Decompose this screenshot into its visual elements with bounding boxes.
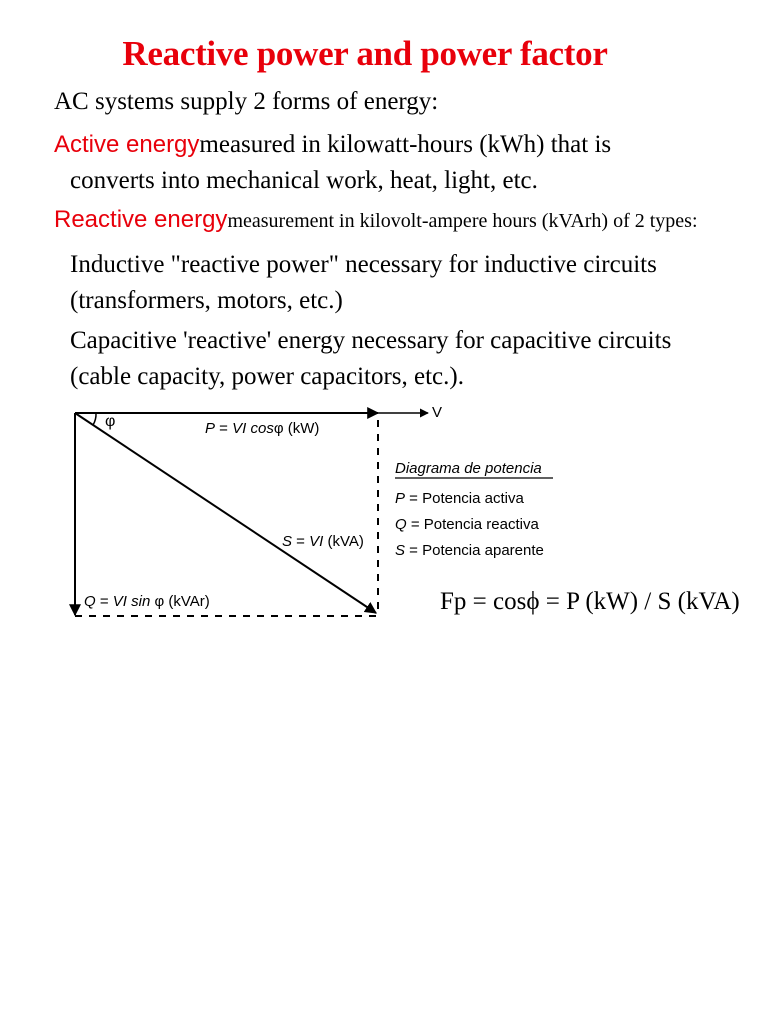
phi-angle-arc xyxy=(93,413,96,425)
active-energy-continuation: converts into mechanical work, heat, light, etc. xyxy=(70,167,538,194)
v-axis-label: V xyxy=(432,404,443,421)
reactive-energy-text: measurement in kilovolt-ampere hours (kVArh) of 2 types: xyxy=(227,210,698,232)
legend-item-q: Q = Potencia reactiva xyxy=(395,516,539,533)
active-energy-line xyxy=(54,131,611,159)
legend-item-p: P = Potencia activa xyxy=(395,490,524,507)
phi-label: φ xyxy=(105,413,116,430)
capacitive-type-line-1: Capacitive 'reactive' energy necessary for capacitive circuits xyxy=(70,327,672,354)
legend-title: Diagrama de potencia xyxy=(395,460,542,477)
intro-text: AC systems supply 2 forms of energy: xyxy=(54,88,439,115)
inductive-type-line-2: (transformers, motors, etc.) xyxy=(70,287,343,314)
page-title: Reactive power and power factor xyxy=(122,34,608,73)
inductive-type-line-1: Inductive "reactive power" necessary for inductive circuits xyxy=(70,251,657,278)
q-vector-label: Q = VI sin φ (kVAr) xyxy=(84,593,210,610)
power-factor-formula: Fp = cosϕ = P (kW) / S (kVA) xyxy=(440,588,740,615)
active-energy-term: Active energy xyxy=(54,131,200,158)
reactive-energy-line xyxy=(54,206,698,234)
capacitive-type-line-2: (cable capacity, power capacitors, etc.). xyxy=(70,363,464,390)
s-vector-label: S = VI (kVA) xyxy=(282,533,364,550)
reactive-energy-term: Reactive energy xyxy=(54,206,228,233)
p-vector-label: P = VI cosφ (kW) xyxy=(205,420,320,437)
legend-item-s: S = Potencia aparente xyxy=(395,542,544,559)
active-energy-text: measured in kilowatt-hours (kWh) that is xyxy=(199,131,612,158)
s-vector-arrow xyxy=(75,413,376,613)
